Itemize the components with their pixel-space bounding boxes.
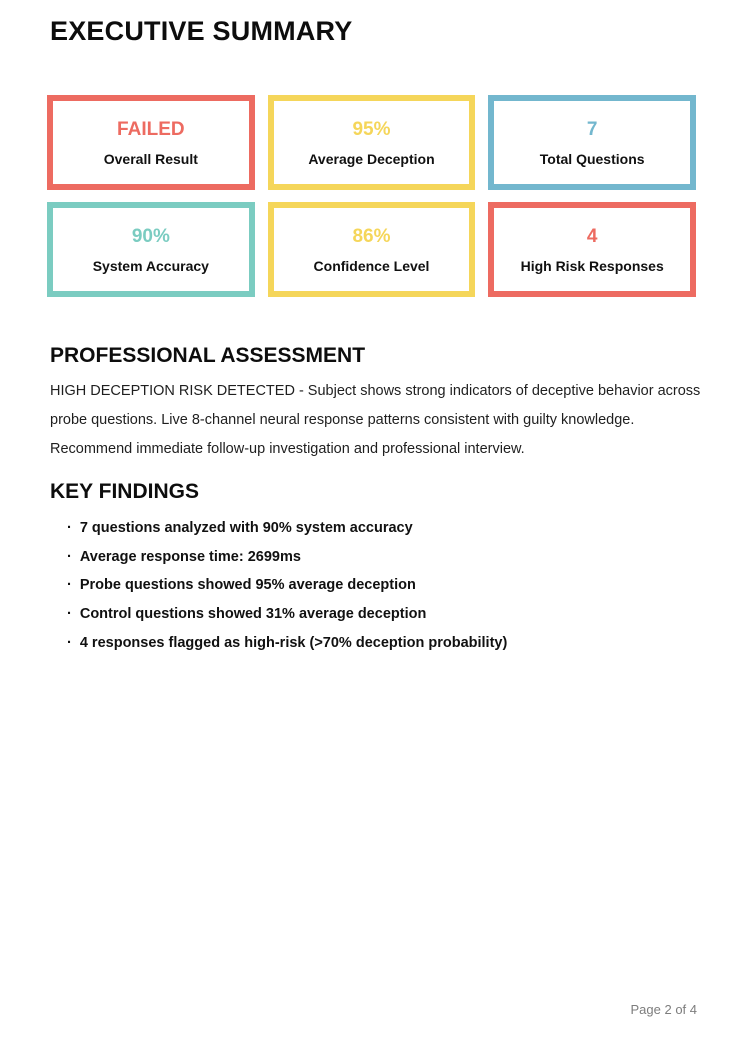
key-finding-text: Probe questions showed 95% average deception <box>79 577 416 594</box>
stat-card-label: System Accuracy <box>92 257 209 274</box>
key-finding-item <box>67 600 507 629</box>
stat-card <box>47 95 255 190</box>
page-title: EXECUTIVE SUMMARY <box>50 16 353 46</box>
stat-card-value: 7 <box>586 118 598 140</box>
key-finding-item <box>67 571 507 600</box>
stat-card-value: FAILED <box>117 118 185 140</box>
stat-card <box>47 202 255 297</box>
stat-card-label: Total Questions <box>539 150 645 167</box>
key-findings-list <box>67 514 507 658</box>
stat-card-value: 90% <box>131 225 170 247</box>
key-finding-text: Control questions showed 31% average deception <box>79 606 427 623</box>
stat-cards-grid <box>47 95 696 297</box>
stat-card <box>268 202 476 297</box>
stat-card <box>268 95 476 190</box>
stat-card-label: Average Deception <box>308 150 435 167</box>
stat-card <box>488 95 696 190</box>
bullet-glyph: · <box>67 577 72 594</box>
stat-card-label: High Risk Responses <box>520 257 664 274</box>
assessment-body: HIGH DECEPTION RISK DETECTED - Subject shows strong indicators of deceptive behavior across probe questions. Live 8-channel neural response patterns consistent with guilty knowledge. Recommend immediate follow-up investigation and professional interview. <box>50 383 701 457</box>
bullet-glyph: · <box>67 520 72 536</box>
bullet-glyph: · <box>67 606 72 623</box>
page-number: Page 2 of 4 <box>630 1002 697 1017</box>
key-finding-item <box>67 629 507 658</box>
stat-card-label: Confidence Level <box>313 257 430 274</box>
key-findings-heading: KEY FINDINGS <box>50 480 199 503</box>
stat-card-label: Overall Result <box>103 150 198 167</box>
key-finding-text: 7 questions analyzed with 90% system accuracy <box>79 520 413 536</box>
stat-card-value: 95% <box>352 118 391 140</box>
key-finding-item <box>67 514 507 543</box>
bullet-glyph: · <box>67 634 72 651</box>
assessment-heading: PROFESSIONAL ASSESSMENT <box>50 344 366 367</box>
key-finding-item <box>67 543 507 572</box>
stat-card <box>488 202 696 297</box>
key-finding-text: 4 responses flagged as high-risk (>70% deception probability) <box>79 634 508 651</box>
stat-card-value: 4 <box>586 225 598 247</box>
stat-card-value: 86% <box>352 225 391 247</box>
key-finding-text: Average response time: 2699ms <box>79 548 301 565</box>
bullet-glyph: · <box>67 548 72 565</box>
